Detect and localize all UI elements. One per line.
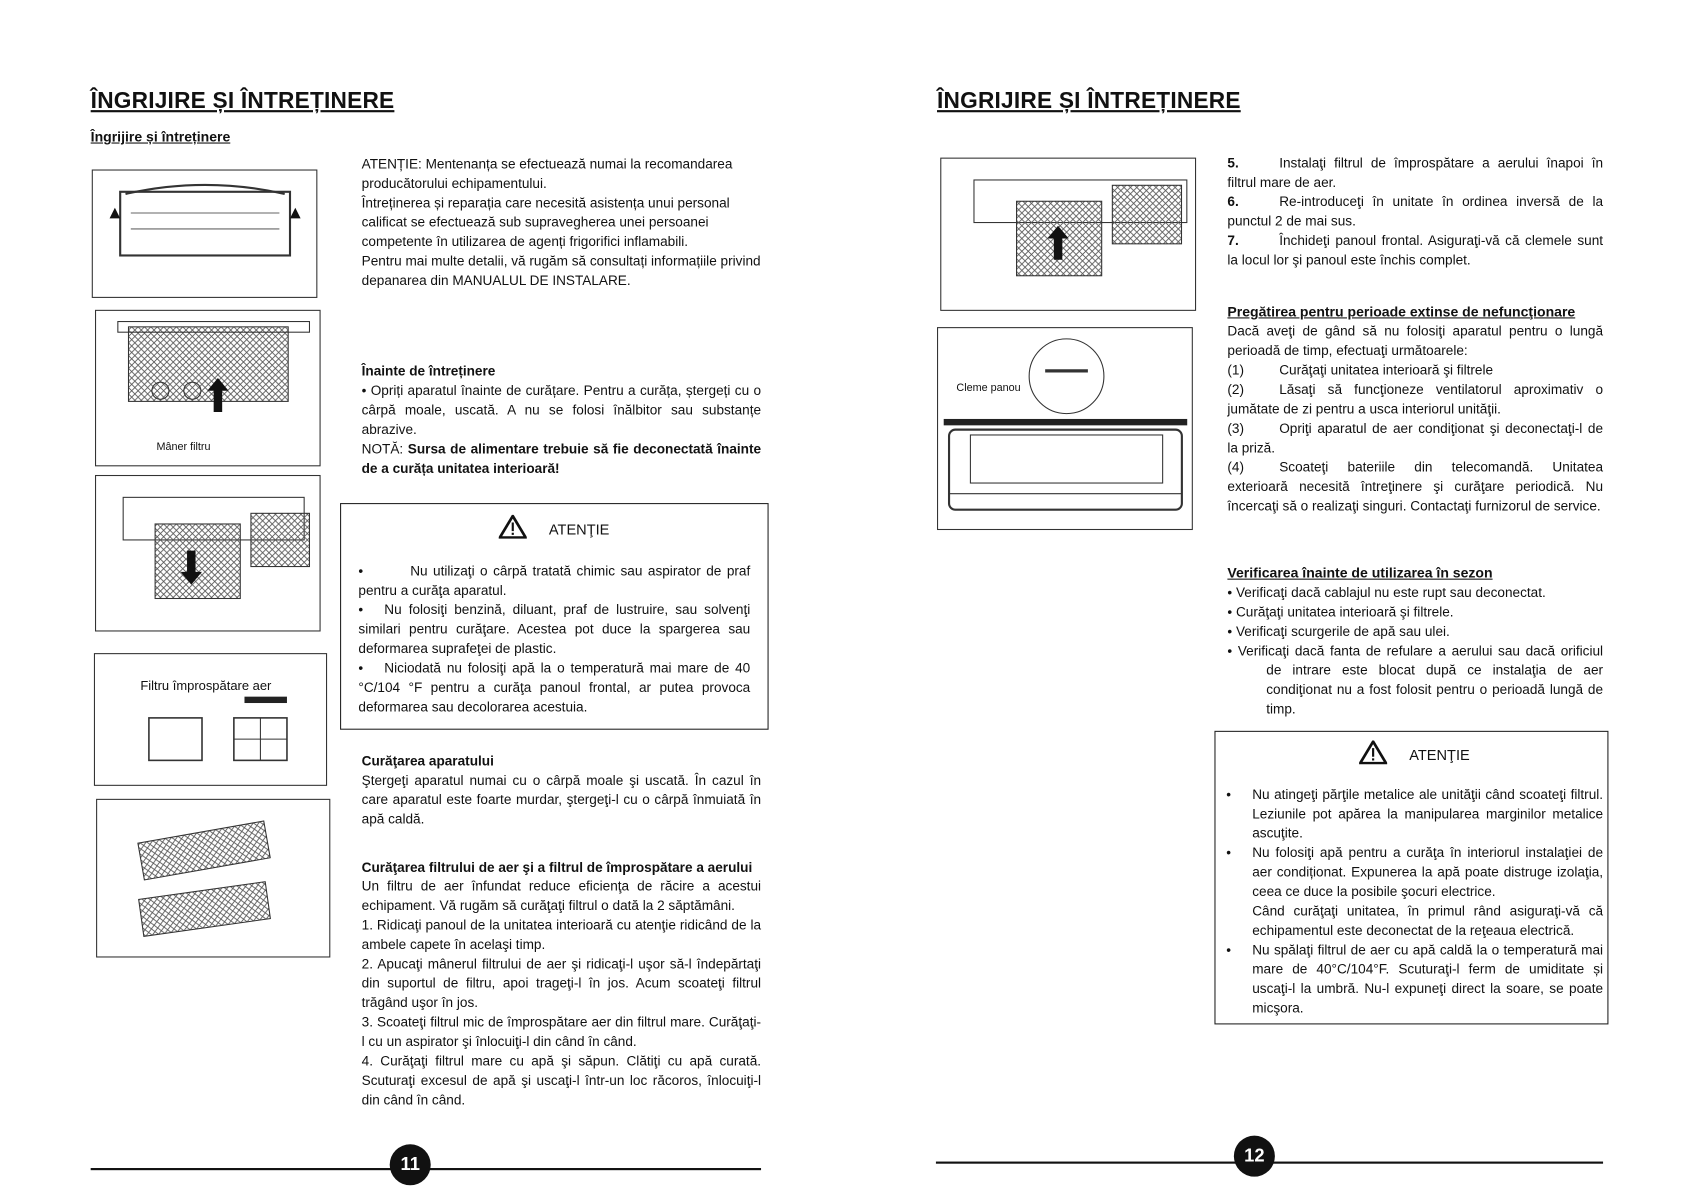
step-number: 7. bbox=[1227, 233, 1239, 249]
page-number: 12 bbox=[1234, 1136, 1275, 1177]
intro-paragraph: ATENȚIE: Mentenanța se efectuează numai la recomandarea producătorului echipamentului. bbox=[361, 156, 733, 192]
before-maintenance-section bbox=[362, 362, 761, 479]
warning-icon bbox=[1360, 741, 1388, 770]
step-item bbox=[1227, 153, 1603, 192]
check-item: Curăţaţi unitatea interioară şi filtrele. bbox=[1235, 604, 1454, 620]
item-text: Scoateţi bateriile din telecomandă. Unitatea exterioară necesită întreţinere şi curăţare periodică. Nu încercaţi să o realizaţi singuri. Contactaţi furnizorul de service. bbox=[1227, 459, 1604, 514]
warning-title: ATENŢIE bbox=[548, 520, 610, 538]
warning-box-right: ATENŢIE • Nu atingeţi părţile metalice ale unităţii când scoateţi filtrul. Leziunile pot apărea la manipularea marginilor metalice ascuţite. • Nu folosiţi apă pentru a curăţa în interiorul instalaţiei de aer condiționat. Expunerea la apă poate distruge izolaţia, ceea ce duce la posibile şocuri electrice. Când curăţaţi unitatea, în primul rând asiguraţi-vă că echipamentul este deconectat de la reţeaua electrică. • Nu spălaţi filtrul de aer cu apă caldă la o temperatură mai mare de 40°C/104°F. Scuturaţi-l ferm de umiditate și uscaţi-l la umbră. Nu-l expuneţi direct la soare, se poate micşora. bbox=[1214, 731, 1608, 1025]
item-number: (4) bbox=[1227, 459, 1245, 475]
step-item bbox=[1227, 231, 1603, 270]
season-check-section: Verificarea înainte de utilizarea în sezon • Verificaţi dacă cablajul nu este rupt sau deconectat. • Curăţaţi unitatea interioară şi filtrele. • Verificaţi scurgerile de apă sau ulei. • Verificaţi dacă fanta de refulare a aerului sau dacă orificiul de intrare este blocat după ce instalaţia de aer condiţionat nu a fost folosit pentru o perioadă lungă de timp. bbox=[1227, 564, 1604, 717]
item-text: Curăţaţi unitatea interioară şi filtrele bbox=[1279, 362, 1494, 378]
caption-panel-clips: Cleme panou bbox=[956, 382, 1021, 395]
storage-item bbox=[1227, 458, 1603, 516]
warning-icon bbox=[499, 515, 527, 544]
storage-section bbox=[1227, 302, 1603, 516]
intro-text bbox=[362, 154, 761, 290]
filter-step: 3. Scoateţi filtrul mic de împrospătare aer din filtrul mare. Curăţaţi-l cu un aspirator şi înlocuiţi-l din când în când. bbox=[361, 1014, 762, 1050]
storage-item bbox=[1227, 380, 1603, 419]
cleaning-text: Ştergeţi aparatul numai cu o cârpă moale şi uscată. În cazul în care aparatul este foarte murdar, ştergeţi-l cu o cârpă înmuiată în apă caldă. bbox=[361, 772, 762, 827]
check-item: Verificaţi dacă fanta de refulare a aerului sau dacă orificiul de intrare este blocat după ce instalaţia de aer condiţionat nu a fost folosit pentru o perioadă lungă de timp. bbox=[1237, 643, 1604, 717]
intro-paragraph: Pentru mai multe detalii, vă rugăm să consultați informațiile privind depanarea din MANUALUL DE INSTALARE. bbox=[361, 253, 761, 289]
warning-item: Niciodată nu folosiţi apă la o temperatură mai mare de 40 °C/104 °F pentru a curăţa panoul frontal, ar putea provoca deformarea sau decolorarea acestuia. bbox=[358, 660, 751, 715]
filter-step: 2. Apucaţi mânerul filtrului de aer şi ridicaţi-l uşor să-l îndepărtaţi din suportul de filtru, apoi trageţi-l în jos. Acum scoateţi filtrul trăgând uşor în jos. bbox=[361, 956, 762, 1011]
warning-item: Nu folosiţi apă pentru a curăţa în interiorul instalaţiei de aer condiționat. Expunerea la apă poate distruge izolaţia, ceea ce duce la posibile şocuri electrice. bbox=[1252, 845, 1604, 900]
step-number: 6. bbox=[1227, 194, 1239, 210]
warning-item: Nu atingeţi părţile metalice ale unităţii când scoateţi filtrul. Leziunile pot apărea la manipularea marginilor metalice ascuţite. bbox=[1252, 786, 1604, 841]
item-number: (3) bbox=[1227, 421, 1245, 437]
caption-filter-handle: Mâner filtru bbox=[156, 441, 211, 454]
item-number: (1) bbox=[1227, 362, 1245, 378]
figure-panel-clips bbox=[937, 327, 1193, 530]
warning-item: Nu utilizaţi o cârpă tratată chimic sau aspirator de praf pentru a curăţa aparatul. bbox=[358, 563, 751, 599]
note-label: NOTĂ: bbox=[361, 441, 408, 457]
warning-item: Când curăţaţi unitatea, în primul rând asiguraţi-vă că echipamentul este deconectat de la reţeaua electrică. bbox=[1252, 903, 1604, 939]
figure-pull-filter bbox=[95, 475, 321, 632]
figure-reinstall-filter bbox=[940, 158, 1196, 311]
storage-item bbox=[1227, 419, 1603, 458]
figure-fresh-filter bbox=[94, 653, 327, 786]
reinstall-steps bbox=[1227, 153, 1603, 270]
warning-box-left: ATENŢIE • Nu utilizaţi o cârpă tratată chimic sau aspirator de praf pentru a curăţa aparatul. • Nu folosiţi benzină, diluant, praf de lustruire, sau solvenţi similari pentru curăţare. Acestea pot duce la spargerea sau deformarea suprafeţei de plastic. • Niciodată nu folosiţi apă la o temperatură mai mare de 40 °C/104 °F pentru a curăţa panoul frontal, ar putea provoca deformarea sau decolorarea acestuia. bbox=[340, 503, 769, 730]
storage-item bbox=[1227, 361, 1603, 380]
item-number: (2) bbox=[1227, 382, 1245, 398]
filter-cleaning-section bbox=[362, 859, 761, 1109]
section-heading: Curăţarea filtrului de aer şi a filtrul de împrospătare a aerului bbox=[361, 860, 753, 876]
section-heading: Verificarea înainte de utilizarea în sezon bbox=[1227, 564, 1493, 581]
warning-item: Nu folosiţi benzină, diluant, praf de lustruire, sau solvenţi similari pentru curăţare. Acestea pot duce la spargerea sau deformarea suprafeţei de plastic. bbox=[358, 602, 751, 657]
step-text: Închideţi panoul frontal. Asiguraţi-vă că clemele sunt la locul lor şi panoul este închis complet. bbox=[1227, 233, 1604, 268]
intro-paragraph: Întreținerea și reparația care necesită asistența unui personal calificat se efectuează sub supravegherea unei persoanei competente în utilizarea de agenți frigorifici inflamabili. bbox=[361, 195, 730, 250]
filter-step: 1. Ridicaţi panoul de la unitatea interioară cu atenţie ridicând de la ambele capete în acelaşi timp. bbox=[361, 917, 762, 953]
check-item: Verificaţi scurgerile de apă sau ulei. bbox=[1235, 623, 1450, 640]
page-title-right: ÎNGRIJIRE ȘI ÎNTREȚINERE bbox=[937, 88, 1241, 114]
section-subtitle: Îngrijire și întreținere bbox=[90, 128, 231, 145]
storage-intro: Dacă aveţi de gând să nu folosiţi aparatul pentru o lungă perioadă de timp, efectuaţi următoarele: bbox=[1227, 323, 1604, 359]
cleaning-section bbox=[362, 751, 761, 829]
warning-item: Nu spălaţi filtrul de aer cu apă caldă la o temperatură mai mare de 40°C/104°F. Scuturaţi-l ferm de umiditate și uscaţi-l la umbră. Nu-l expuneţi direct la soare, se poate micşora. bbox=[1252, 942, 1604, 1016]
check-item: Verificaţi dacă cablajul nu este rupt sau deconectat. bbox=[1235, 585, 1546, 601]
filter-paragraph: Un filtru de aer înfundat reduce eficienţa de răcire a acestui echipament. Vă rugăm să curăţaţi filtrul o dată la 2 săptămâni. bbox=[361, 878, 762, 914]
section-heading: Curăţarea aparatului bbox=[361, 753, 494, 769]
page-title-left: ÎNGRIJIRE ȘI ÎNTREȚINERE bbox=[90, 88, 395, 114]
item-text: Opriţi aparatul de aer condiţionat şi deconectaţi-l de la priză. bbox=[1227, 421, 1604, 456]
step-text: Re-introduceţi în unitate în ordinea inversă de la punctul 2 de mai sus. bbox=[1227, 194, 1604, 229]
item-text: Lăsaţi să funcţioneze ventilatorul aproximativ o jumătate de zi pentru a usca interiorul unităţii. bbox=[1227, 382, 1604, 417]
figure-wash-filter bbox=[96, 799, 330, 958]
caption-fresh-filter: Filtru împrospătare aer bbox=[140, 677, 272, 694]
step-text: Instalaţi filtrul de împrospătare a aerului înapoi în filtrul mare de aer. bbox=[1227, 155, 1604, 190]
section-heading: Pregătirea pentru perioade extinse de nefuncţionare bbox=[1227, 303, 1576, 320]
note-text: Sursa de alimentare trebuie să fie deconectată înainte de a curăța unitatea interioară! bbox=[361, 441, 762, 477]
page-number: 11 bbox=[390, 1144, 431, 1185]
step-item bbox=[1227, 192, 1603, 231]
filter-step: 4. Curăţaţi filtrul mare cu apă şi săpun. Clătiţi cu apă curată. Scuturaţi excesul de apă şi uscaţi-l într-un loc răcoros, înlocuiţi-l din când în când. bbox=[361, 1053, 762, 1108]
before-text: • Opriți aparatul înainte de curățare. Pentru a curăța, ștergeți cu o cârpă moale, uscată. A nu se folosi înălbitor sau substanțe abrazive. bbox=[361, 383, 762, 438]
step-number: 5. bbox=[1227, 155, 1239, 171]
warning-title: ATENŢIE bbox=[1409, 746, 1470, 763]
figure-lift-panel bbox=[92, 169, 318, 297]
section-heading: Înainte de întreținere bbox=[361, 363, 496, 379]
